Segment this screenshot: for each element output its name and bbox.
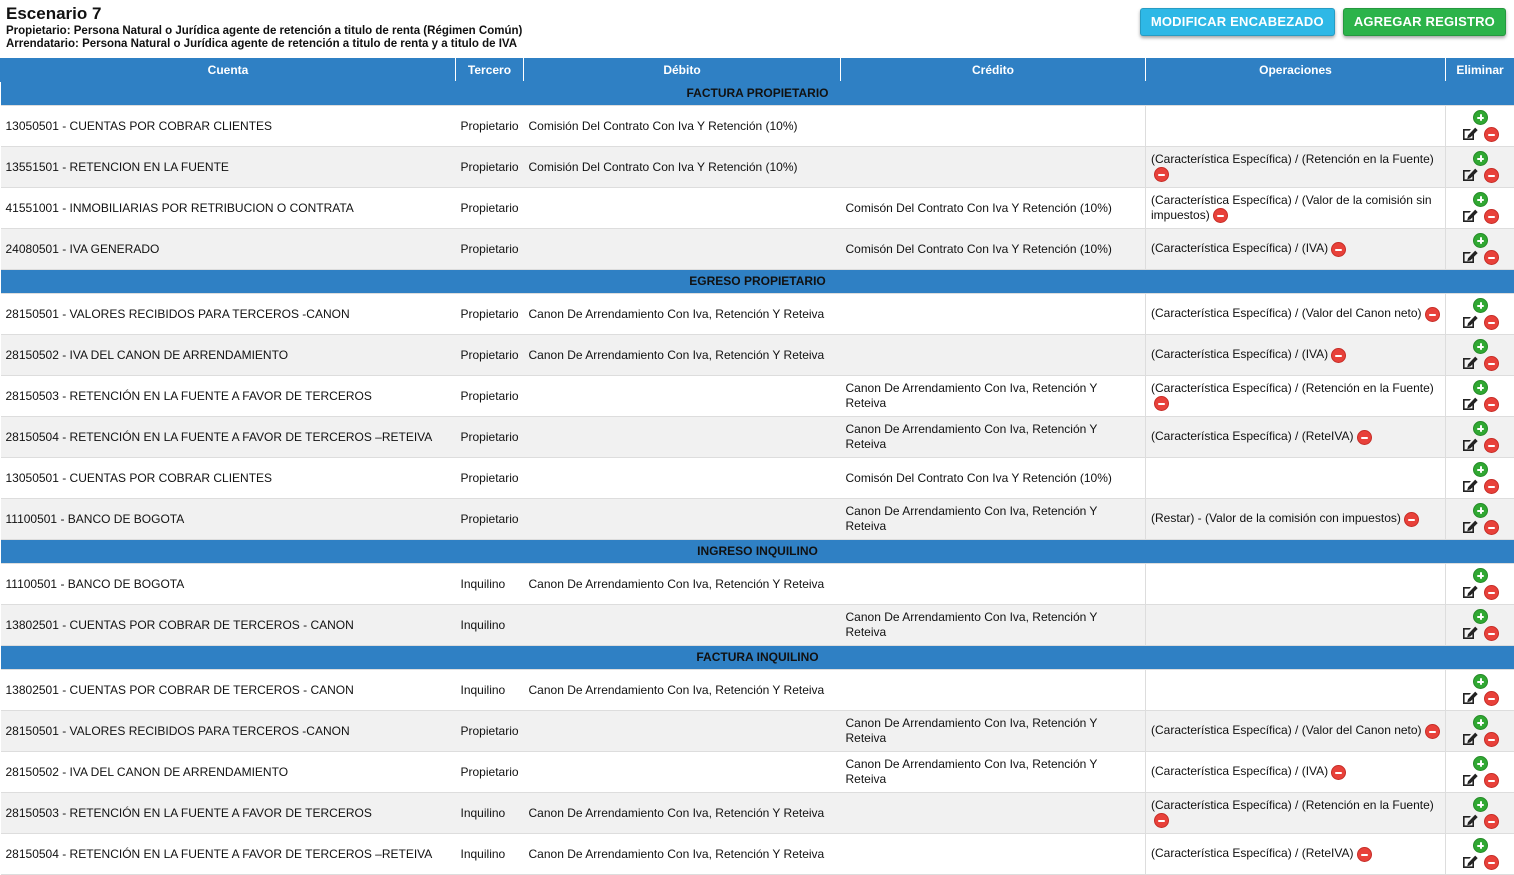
plus-circle-icon[interactable] bbox=[1473, 110, 1488, 125]
cell-eliminar bbox=[1446, 229, 1514, 270]
minus-circle-icon[interactable] bbox=[1331, 242, 1346, 257]
cell-eliminar bbox=[1446, 834, 1514, 875]
cell-credito bbox=[841, 294, 1146, 335]
minus-circle-icon[interactable] bbox=[1484, 773, 1499, 788]
cell-cuenta: 13802501 - CUENTAS POR COBRAR DE TERCEROS - CANON bbox=[1, 670, 456, 711]
cell-debito: Canon De Arrendamiento Con Iva, Retención Y Reteiva bbox=[524, 670, 841, 711]
cell-credito bbox=[841, 147, 1146, 188]
plus-circle-icon[interactable] bbox=[1473, 151, 1488, 166]
table-header-row bbox=[1, 59, 1514, 82]
table-row bbox=[1, 147, 1514, 188]
column-header-cuenta: Cuenta bbox=[1, 59, 456, 82]
row-actions-bottom bbox=[1462, 356, 1499, 371]
cell-cuenta: 28150501 - VALORES RECIBIDOS PARA TERCEROS -CANON bbox=[1, 294, 456, 335]
row-actions bbox=[1451, 421, 1510, 453]
row-actions-bottom bbox=[1462, 438, 1499, 453]
row-actions-bottom bbox=[1462, 814, 1499, 829]
minus-circle-icon[interactable] bbox=[1484, 814, 1499, 829]
cell-cuenta: 11100501 - BANCO DE BOGOTA bbox=[1, 564, 456, 605]
cell-eliminar bbox=[1446, 605, 1514, 646]
row-actions bbox=[1451, 380, 1510, 412]
row-actions-bottom bbox=[1462, 626, 1499, 641]
propietario-value: Persona Natural o Jurídica agente de retención a titulo de renta (Régimen Común) bbox=[74, 25, 523, 37]
plus-circle-icon[interactable] bbox=[1473, 298, 1488, 313]
propietario-label: Propietario: bbox=[6, 25, 71, 37]
row-actions bbox=[1451, 110, 1510, 142]
cell-operaciones bbox=[1146, 752, 1446, 793]
section-header-row bbox=[1, 270, 1514, 294]
table-row bbox=[1, 564, 1514, 605]
cell-tercero: Inquilino bbox=[456, 834, 524, 875]
row-actions-bottom bbox=[1462, 209, 1499, 224]
cell-credito: Comisón Del Contrato Con Iva Y Retención (10%) bbox=[841, 188, 1146, 229]
plus-circle-icon[interactable] bbox=[1473, 756, 1488, 771]
cell-tercero: Propietario bbox=[456, 711, 524, 752]
table-row bbox=[1, 752, 1514, 793]
arrendatario-label: Arrendatario: bbox=[6, 38, 79, 50]
plus-circle-icon[interactable] bbox=[1473, 715, 1488, 730]
minus-circle-icon[interactable] bbox=[1484, 732, 1499, 747]
edit-pencil-icon[interactable] bbox=[1462, 438, 1479, 453]
table-row bbox=[1, 711, 1514, 752]
minus-circle-icon[interactable] bbox=[1154, 167, 1169, 182]
edit-pencil-icon[interactable] bbox=[1462, 168, 1479, 183]
table-row bbox=[1, 499, 1514, 540]
cell-cuenta: 13050501 - CUENTAS POR COBRAR CLIENTES bbox=[1, 458, 456, 499]
cell-eliminar bbox=[1446, 376, 1514, 417]
table-row bbox=[1, 670, 1514, 711]
cell-operaciones bbox=[1146, 229, 1446, 270]
row-actions bbox=[1451, 838, 1510, 870]
operaciones-text: (Característica Específica) / (IVA) bbox=[1151, 241, 1328, 255]
cell-eliminar bbox=[1446, 793, 1514, 834]
plus-circle-icon[interactable] bbox=[1473, 339, 1488, 354]
cell-operaciones bbox=[1146, 670, 1446, 711]
row-actions bbox=[1451, 609, 1510, 641]
cell-operaciones bbox=[1146, 793, 1446, 834]
section-header-row bbox=[1, 82, 1514, 106]
minus-circle-icon[interactable] bbox=[1154, 813, 1169, 828]
cell-tercero: Propietario bbox=[456, 752, 524, 793]
edit-pencil-icon[interactable] bbox=[1462, 814, 1479, 829]
cell-debito bbox=[524, 376, 841, 417]
cell-debito bbox=[524, 458, 841, 499]
table-row bbox=[1, 229, 1514, 270]
operaciones-text: (Restar) - (Valor de la comisión con impuestos) bbox=[1151, 511, 1401, 525]
agregar-registro-button[interactable]: AGREGAR REGISTRO bbox=[1343, 8, 1506, 36]
row-actions-bottom bbox=[1462, 732, 1499, 747]
table-body bbox=[1, 82, 1514, 875]
cell-cuenta: 13802501 - CUENTAS POR COBRAR DE TERCEROS - CANON bbox=[1, 605, 456, 646]
minus-circle-icon[interactable] bbox=[1484, 520, 1499, 535]
table-row bbox=[1, 106, 1514, 147]
cell-credito bbox=[841, 670, 1146, 711]
minus-circle-icon[interactable] bbox=[1357, 847, 1372, 862]
row-actions-bottom bbox=[1462, 250, 1499, 265]
row-actions bbox=[1451, 715, 1510, 747]
cell-eliminar bbox=[1446, 711, 1514, 752]
row-actions bbox=[1451, 568, 1510, 600]
cell-credito: Canon De Arrendamiento Con Iva, Retención Y Reteiva bbox=[841, 752, 1146, 793]
minus-circle-icon[interactable] bbox=[1425, 307, 1440, 322]
plus-circle-icon[interactable] bbox=[1473, 380, 1488, 395]
cell-tercero: Propietario bbox=[456, 417, 524, 458]
column-header-credito: Crédito bbox=[841, 59, 1146, 82]
cell-debito: Canon De Arrendamiento Con Iva, Retención Y Reteiva bbox=[524, 834, 841, 875]
cell-debito bbox=[524, 417, 841, 458]
cell-cuenta: 13050501 - CUENTAS POR COBRAR CLIENTES bbox=[1, 106, 456, 147]
registros-table bbox=[0, 58, 1514, 875]
edit-pencil-icon[interactable] bbox=[1462, 315, 1479, 330]
cell-cuenta: 24080501 - IVA GENERADO bbox=[1, 229, 456, 270]
cell-eliminar bbox=[1446, 752, 1514, 793]
edit-pencil-icon[interactable] bbox=[1462, 356, 1479, 371]
cell-tercero: Propietario bbox=[456, 294, 524, 335]
table-row bbox=[1, 335, 1514, 376]
minus-circle-icon[interactable] bbox=[1484, 127, 1499, 142]
cell-operaciones bbox=[1146, 294, 1446, 335]
table-row bbox=[1, 834, 1514, 875]
column-header-operaciones: Operaciones bbox=[1146, 59, 1446, 82]
row-actions bbox=[1451, 233, 1510, 265]
arrendatario-value: Persona Natural o Jurídica agente de retención a titulo de renta y a titulo de IVA bbox=[82, 38, 517, 50]
edit-pencil-icon[interactable] bbox=[1462, 209, 1479, 224]
cell-cuenta: 11100501 - BANCO DE BOGOTA bbox=[1, 499, 456, 540]
column-header-tercero: Tercero bbox=[456, 59, 524, 82]
cell-debito: Canon De Arrendamiento Con Iva, Retención Y Reteiva bbox=[524, 294, 841, 335]
cell-cuenta: 28150504 - RETENCIÓN EN LA FUENTE A FAVOR DE TERCEROS –RETEIVA bbox=[1, 834, 456, 875]
row-actions bbox=[1451, 756, 1510, 788]
modificar-encabezado-button[interactable]: MODIFICAR ENCABEZADO bbox=[1140, 8, 1335, 36]
cell-debito: Canon De Arrendamiento Con Iva, Retención Y Reteiva bbox=[524, 793, 841, 834]
minus-circle-icon[interactable] bbox=[1484, 315, 1499, 330]
row-actions-bottom bbox=[1462, 168, 1499, 183]
cell-eliminar bbox=[1446, 458, 1514, 499]
plus-circle-icon[interactable] bbox=[1473, 674, 1488, 689]
cell-eliminar bbox=[1446, 188, 1514, 229]
table-row bbox=[1, 376, 1514, 417]
cell-credito: Comisón Del Contrato Con Iva Y Retención (10%) bbox=[841, 229, 1146, 270]
cell-cuenta: 28150502 - IVA DEL CANON DE ARRENDAMIENTO bbox=[1, 335, 456, 376]
plus-circle-icon[interactable] bbox=[1473, 503, 1488, 518]
cell-operaciones bbox=[1146, 376, 1446, 417]
cell-eliminar bbox=[1446, 294, 1514, 335]
section-header-row bbox=[1, 540, 1514, 564]
cell-eliminar bbox=[1446, 147, 1514, 188]
cell-eliminar bbox=[1446, 499, 1514, 540]
page-header bbox=[0, 0, 1514, 58]
minus-circle-icon[interactable] bbox=[1484, 438, 1499, 453]
minus-circle-icon[interactable] bbox=[1331, 765, 1346, 780]
cell-credito: Comisón Del Contrato Con Iva Y Retención (10%) bbox=[841, 458, 1146, 499]
cell-tercero: Propietario bbox=[456, 229, 524, 270]
edit-pencil-icon[interactable] bbox=[1462, 520, 1479, 535]
cell-debito: Canon De Arrendamiento Con Iva, Retención Y Reteiva bbox=[524, 564, 841, 605]
plus-circle-icon[interactable] bbox=[1473, 797, 1488, 812]
row-actions-bottom bbox=[1462, 479, 1499, 494]
table-row bbox=[1, 793, 1514, 834]
row-actions-bottom bbox=[1462, 127, 1499, 142]
cell-operaciones bbox=[1146, 564, 1446, 605]
cell-tercero: Inquilino bbox=[456, 670, 524, 711]
cell-eliminar bbox=[1446, 106, 1514, 147]
table-row bbox=[1, 188, 1514, 229]
cell-eliminar bbox=[1446, 564, 1514, 605]
minus-circle-icon[interactable] bbox=[1484, 356, 1499, 371]
minus-circle-icon[interactable] bbox=[1357, 430, 1372, 445]
minus-circle-icon[interactable] bbox=[1484, 585, 1499, 600]
minus-circle-icon[interactable] bbox=[1213, 208, 1228, 223]
cell-operaciones bbox=[1146, 188, 1446, 229]
cell-cuenta: 13551501 - RETENCION EN LA FUENTE bbox=[1, 147, 456, 188]
header-actions bbox=[1140, 8, 1506, 36]
minus-circle-icon[interactable] bbox=[1484, 479, 1499, 494]
plus-circle-icon[interactable] bbox=[1473, 233, 1488, 248]
row-actions-bottom bbox=[1462, 773, 1499, 788]
cell-debito bbox=[524, 752, 841, 793]
cell-credito bbox=[841, 564, 1146, 605]
edit-pencil-icon[interactable] bbox=[1462, 732, 1479, 747]
operaciones-text: (Característica Específica) / (IVA) bbox=[1151, 764, 1328, 778]
row-actions-bottom bbox=[1462, 585, 1499, 600]
row-actions bbox=[1451, 462, 1510, 494]
cell-eliminar bbox=[1446, 670, 1514, 711]
section-header-label: FACTURA PROPIETARIO bbox=[1, 82, 1514, 106]
plus-circle-icon[interactable] bbox=[1473, 609, 1488, 624]
cell-debito bbox=[524, 188, 841, 229]
cell-operaciones bbox=[1146, 605, 1446, 646]
row-actions bbox=[1451, 192, 1510, 224]
edit-pencil-icon[interactable] bbox=[1462, 855, 1479, 870]
minus-circle-icon[interactable] bbox=[1484, 168, 1499, 183]
row-actions bbox=[1451, 298, 1510, 330]
cell-tercero: Propietario bbox=[456, 499, 524, 540]
cell-tercero: Propietario bbox=[456, 335, 524, 376]
plus-circle-icon[interactable] bbox=[1473, 838, 1488, 853]
row-actions bbox=[1451, 151, 1510, 183]
cell-credito: Canon De Arrendamiento Con Iva, Retención Y Reteiva bbox=[841, 499, 1146, 540]
operaciones-text: (Característica Específica) / (Valor del Canon neto) bbox=[1151, 723, 1422, 737]
operaciones-text: (Característica Específica) / (IVA) bbox=[1151, 347, 1328, 361]
edit-pencil-icon[interactable] bbox=[1462, 397, 1479, 412]
section-header-label: INGRESO INQUILINO bbox=[1, 540, 1514, 564]
cell-tercero: Inquilino bbox=[456, 605, 524, 646]
row-actions bbox=[1451, 797, 1510, 829]
section-header-row bbox=[1, 646, 1514, 670]
cell-tercero: Propietario bbox=[456, 147, 524, 188]
cell-debito bbox=[524, 499, 841, 540]
edit-pencil-icon[interactable] bbox=[1462, 250, 1479, 265]
cell-cuenta: 41551001 - INMOBILIARIAS POR RETRIBUCION O CONTRATA bbox=[1, 188, 456, 229]
operaciones-text: (Característica Específica) / (Valor de la comisión sin impuestos) bbox=[1151, 193, 1432, 222]
section-header-label: FACTURA INQUILINO bbox=[1, 646, 1514, 670]
cell-operaciones bbox=[1146, 499, 1446, 540]
cell-debito bbox=[524, 605, 841, 646]
minus-circle-icon[interactable] bbox=[1484, 626, 1499, 641]
cell-credito bbox=[841, 335, 1146, 376]
minus-circle-icon[interactable] bbox=[1154, 396, 1169, 411]
cell-cuenta: 28150501 - VALORES RECIBIDOS PARA TERCEROS -CANON bbox=[1, 711, 456, 752]
edit-pencil-icon[interactable] bbox=[1462, 773, 1479, 788]
row-actions bbox=[1451, 503, 1510, 535]
cell-eliminar bbox=[1446, 417, 1514, 458]
arrendatario-line bbox=[6, 38, 1508, 51]
operaciones-text: (Característica Específica) / (ReteIVA) bbox=[1151, 846, 1354, 860]
edit-pencil-icon[interactable] bbox=[1462, 626, 1479, 641]
cell-tercero: Propietario bbox=[456, 458, 524, 499]
cell-operaciones bbox=[1146, 147, 1446, 188]
cell-debito: Comisión Del Contrato Con Iva Y Retención (10%) bbox=[524, 106, 841, 147]
cell-debito bbox=[524, 229, 841, 270]
cell-eliminar bbox=[1446, 335, 1514, 376]
cell-operaciones bbox=[1146, 335, 1446, 376]
cell-credito: Canon De Arrendamiento Con Iva, Retención Y Reteiva bbox=[841, 711, 1146, 752]
minus-circle-icon[interactable] bbox=[1484, 209, 1499, 224]
cell-credito: Canon De Arrendamiento Con Iva, Retención Y Reteiva bbox=[841, 376, 1146, 417]
edit-pencil-icon[interactable] bbox=[1462, 479, 1479, 494]
table-row bbox=[1, 458, 1514, 499]
row-actions-bottom bbox=[1462, 315, 1499, 330]
cell-cuenta: 28150503 - RETENCIÓN EN LA FUENTE A FAVOR DE TERCEROS bbox=[1, 376, 456, 417]
cell-credito bbox=[841, 106, 1146, 147]
cell-cuenta: 28150503 - RETENCIÓN EN LA FUENTE A FAVOR DE TERCEROS bbox=[1, 793, 456, 834]
cell-debito: Canon De Arrendamiento Con Iva, Retención Y Reteiva bbox=[524, 335, 841, 376]
operaciones-text: (Característica Específica) / (Retención en la Fuente) bbox=[1151, 798, 1434, 812]
cell-operaciones bbox=[1146, 458, 1446, 499]
plus-circle-icon[interactable] bbox=[1473, 421, 1488, 436]
row-actions bbox=[1451, 674, 1510, 706]
table-row bbox=[1, 417, 1514, 458]
page-title: Escenario 7 bbox=[6, 4, 1508, 24]
cell-credito bbox=[841, 793, 1146, 834]
edit-pencil-icon[interactable] bbox=[1462, 585, 1479, 600]
column-header-eliminar: Eliminar bbox=[1446, 59, 1514, 82]
column-header-debito: Débito bbox=[524, 59, 841, 82]
plus-circle-icon[interactable] bbox=[1473, 568, 1488, 583]
operaciones-text: (Característica Específica) / (ReteIVA) bbox=[1151, 429, 1354, 443]
operaciones-text: (Característica Específica) / (Retención en la Fuente) bbox=[1151, 152, 1434, 166]
cell-debito bbox=[524, 711, 841, 752]
cell-debito: Comisión Del Contrato Con Iva Y Retención (10%) bbox=[524, 147, 841, 188]
cell-cuenta: 28150504 - RETENCIÓN EN LA FUENTE A FAVOR DE TERCEROS –RETEIVA bbox=[1, 417, 456, 458]
minus-circle-icon[interactable] bbox=[1484, 250, 1499, 265]
cell-credito bbox=[841, 834, 1146, 875]
operaciones-text: (Característica Específica) / (Valor del Canon neto) bbox=[1151, 306, 1422, 320]
cell-operaciones bbox=[1146, 417, 1446, 458]
cell-operaciones bbox=[1146, 106, 1446, 147]
row-actions-bottom bbox=[1462, 520, 1499, 535]
section-header-label: EGRESO PROPIETARIO bbox=[1, 270, 1514, 294]
row-actions-bottom bbox=[1462, 397, 1499, 412]
cell-tercero: Propietario bbox=[456, 188, 524, 229]
cell-cuenta: 28150502 - IVA DEL CANON DE ARRENDAMIENTO bbox=[1, 752, 456, 793]
table-row bbox=[1, 605, 1514, 646]
edit-pencil-icon[interactable] bbox=[1462, 127, 1479, 142]
cell-operaciones bbox=[1146, 711, 1446, 752]
minus-circle-icon[interactable] bbox=[1484, 397, 1499, 412]
cell-credito: Canon De Arrendamiento Con Iva, Retención Y Reteiva bbox=[841, 417, 1146, 458]
cell-operaciones bbox=[1146, 834, 1446, 875]
cell-tercero: Inquilino bbox=[456, 793, 524, 834]
row-actions-bottom bbox=[1462, 855, 1499, 870]
minus-circle-icon[interactable] bbox=[1331, 348, 1346, 363]
cell-credito: Canon De Arrendamiento Con Iva, Retención Y Reteiva bbox=[841, 605, 1146, 646]
plus-circle-icon[interactable] bbox=[1473, 192, 1488, 207]
plus-circle-icon[interactable] bbox=[1473, 462, 1488, 477]
cell-tercero: Propietario bbox=[456, 376, 524, 417]
table-row bbox=[1, 294, 1514, 335]
minus-circle-icon[interactable] bbox=[1425, 724, 1440, 739]
minus-circle-icon[interactable] bbox=[1404, 512, 1419, 527]
cell-tercero: Propietario bbox=[456, 106, 524, 147]
cell-tercero: Inquilino bbox=[456, 564, 524, 605]
operaciones-text: (Característica Específica) / (Retención en la Fuente) bbox=[1151, 381, 1434, 395]
row-actions bbox=[1451, 339, 1510, 371]
minus-circle-icon[interactable] bbox=[1484, 855, 1499, 870]
